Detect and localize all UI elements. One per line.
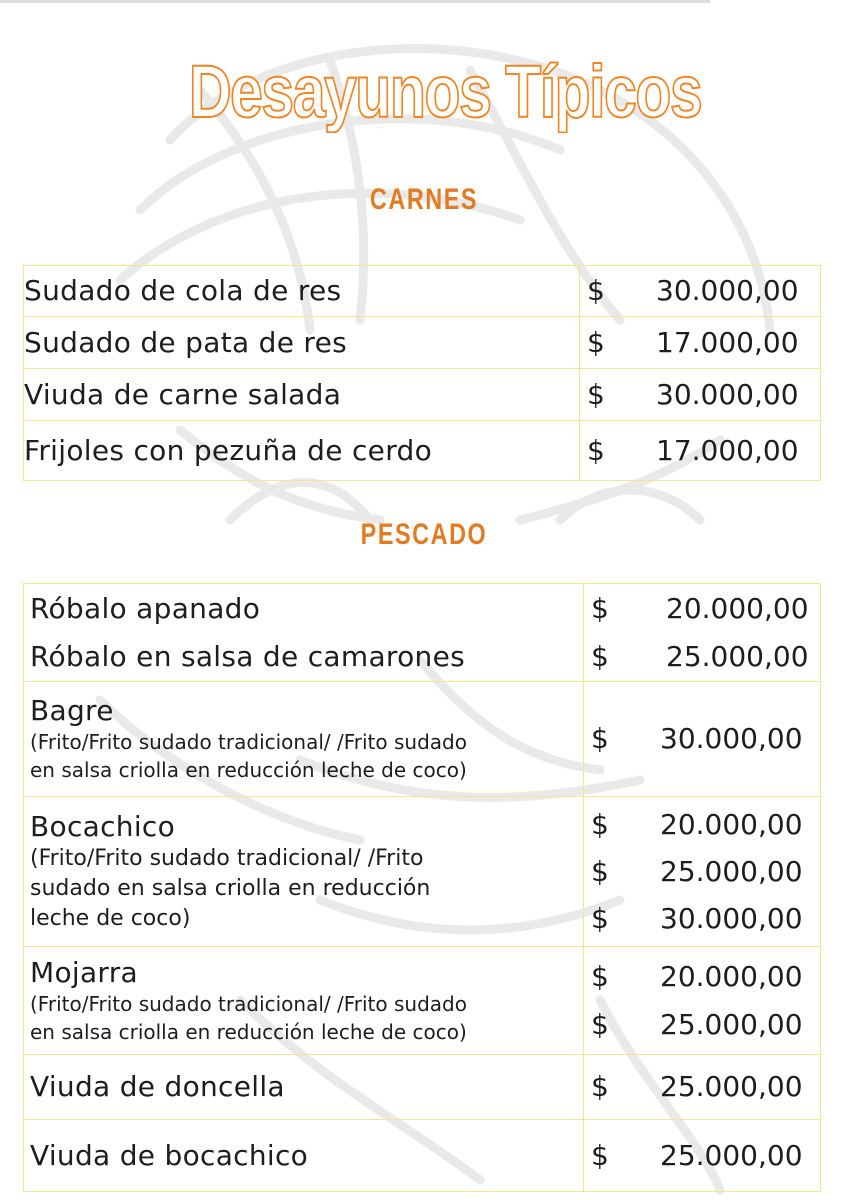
item-price: 20.000,00 <box>660 808 803 841</box>
table-row <box>24 369 821 421</box>
item-price: 30.000,00 <box>660 722 803 755</box>
item-name: Sudado de pata de res <box>24 325 348 359</box>
section-heading-carnes: CARNES <box>369 183 479 216</box>
currency-symbol: $ <box>587 377 605 411</box>
table-row <box>24 682 821 797</box>
item-description: en salsa criolla en reducción leche de coco) <box>30 758 467 782</box>
carnes-table <box>23 265 821 481</box>
section-heading-pescado: PESCADO <box>360 518 488 551</box>
item-name: Róbalo en salsa de camarones <box>30 639 465 673</box>
item-name: Viuda de doncella <box>30 1070 285 1103</box>
item-price: 20.000,00 <box>666 591 809 625</box>
item-name: Bagre <box>30 694 114 727</box>
item-price: 17.000,00 <box>656 433 799 467</box>
table-row <box>24 584 821 682</box>
currency-symbol: $ <box>591 1007 609 1041</box>
item-name: Frijoles con pezuña de cerdo <box>24 433 433 467</box>
item-price: 25.000,00 <box>660 1007 803 1041</box>
currency-symbol: $ <box>591 808 609 841</box>
currency-symbol: $ <box>591 902 609 935</box>
item-name: Viuda de bocachico <box>30 1138 309 1172</box>
item-name: Mojarra <box>30 955 139 989</box>
item-description: en salsa criolla en reducción leche de coco) <box>30 1019 467 1044</box>
currency-symbol: $ <box>587 325 605 359</box>
item-name: Róbalo apanado <box>30 591 261 625</box>
item-price: 30.000,00 <box>656 274 799 307</box>
table-row <box>24 421 821 481</box>
item-name: Viuda de carne salada <box>24 377 342 411</box>
item-price: 25.000,00 <box>660 855 803 888</box>
currency-symbol: $ <box>591 1070 609 1103</box>
item-price: 25.000,00 <box>660 1070 803 1103</box>
table-row <box>24 1120 821 1192</box>
item-name: Bocachico <box>30 809 176 843</box>
item-price: 30.000,00 <box>660 902 803 935</box>
item-description: (Frito/Frito sudado tradicional/ /Frito sudado <box>30 730 467 754</box>
currency-symbol: $ <box>587 274 605 307</box>
table-row <box>24 797 821 947</box>
item-description: (Frito/Frito sudado tradicional/ /Frito <box>30 845 424 871</box>
currency-symbol: $ <box>591 1138 609 1172</box>
item-name: Sudado de cola de res <box>24 274 342 307</box>
page-title: Desayunos Típicos <box>188 50 702 133</box>
item-price: 17.000,00 <box>656 325 799 359</box>
currency-symbol: $ <box>591 959 609 993</box>
currency-symbol: $ <box>591 722 609 755</box>
currency-symbol: $ <box>587 433 605 467</box>
item-description: leche de coco) <box>30 905 191 931</box>
top-divider <box>0 0 710 3</box>
item-description: (Frito/Frito sudado tradicional/ /Frito sudado <box>30 991 467 1016</box>
table-row <box>24 947 821 1055</box>
item-price: 25.000,00 <box>666 639 809 673</box>
item-price: 25.000,00 <box>660 1138 803 1172</box>
table-row <box>24 1055 821 1120</box>
table-row <box>24 266 821 317</box>
item-price: 30.000,00 <box>656 377 799 411</box>
item-description: sudado en salsa criolla en reducción <box>30 875 431 901</box>
item-price: 20.000,00 <box>660 959 803 993</box>
currency-symbol: $ <box>591 855 609 888</box>
table-row <box>24 317 821 369</box>
currency-symbol: $ <box>591 639 609 673</box>
currency-symbol: $ <box>591 591 609 625</box>
pescado-table <box>23 583 821 1192</box>
